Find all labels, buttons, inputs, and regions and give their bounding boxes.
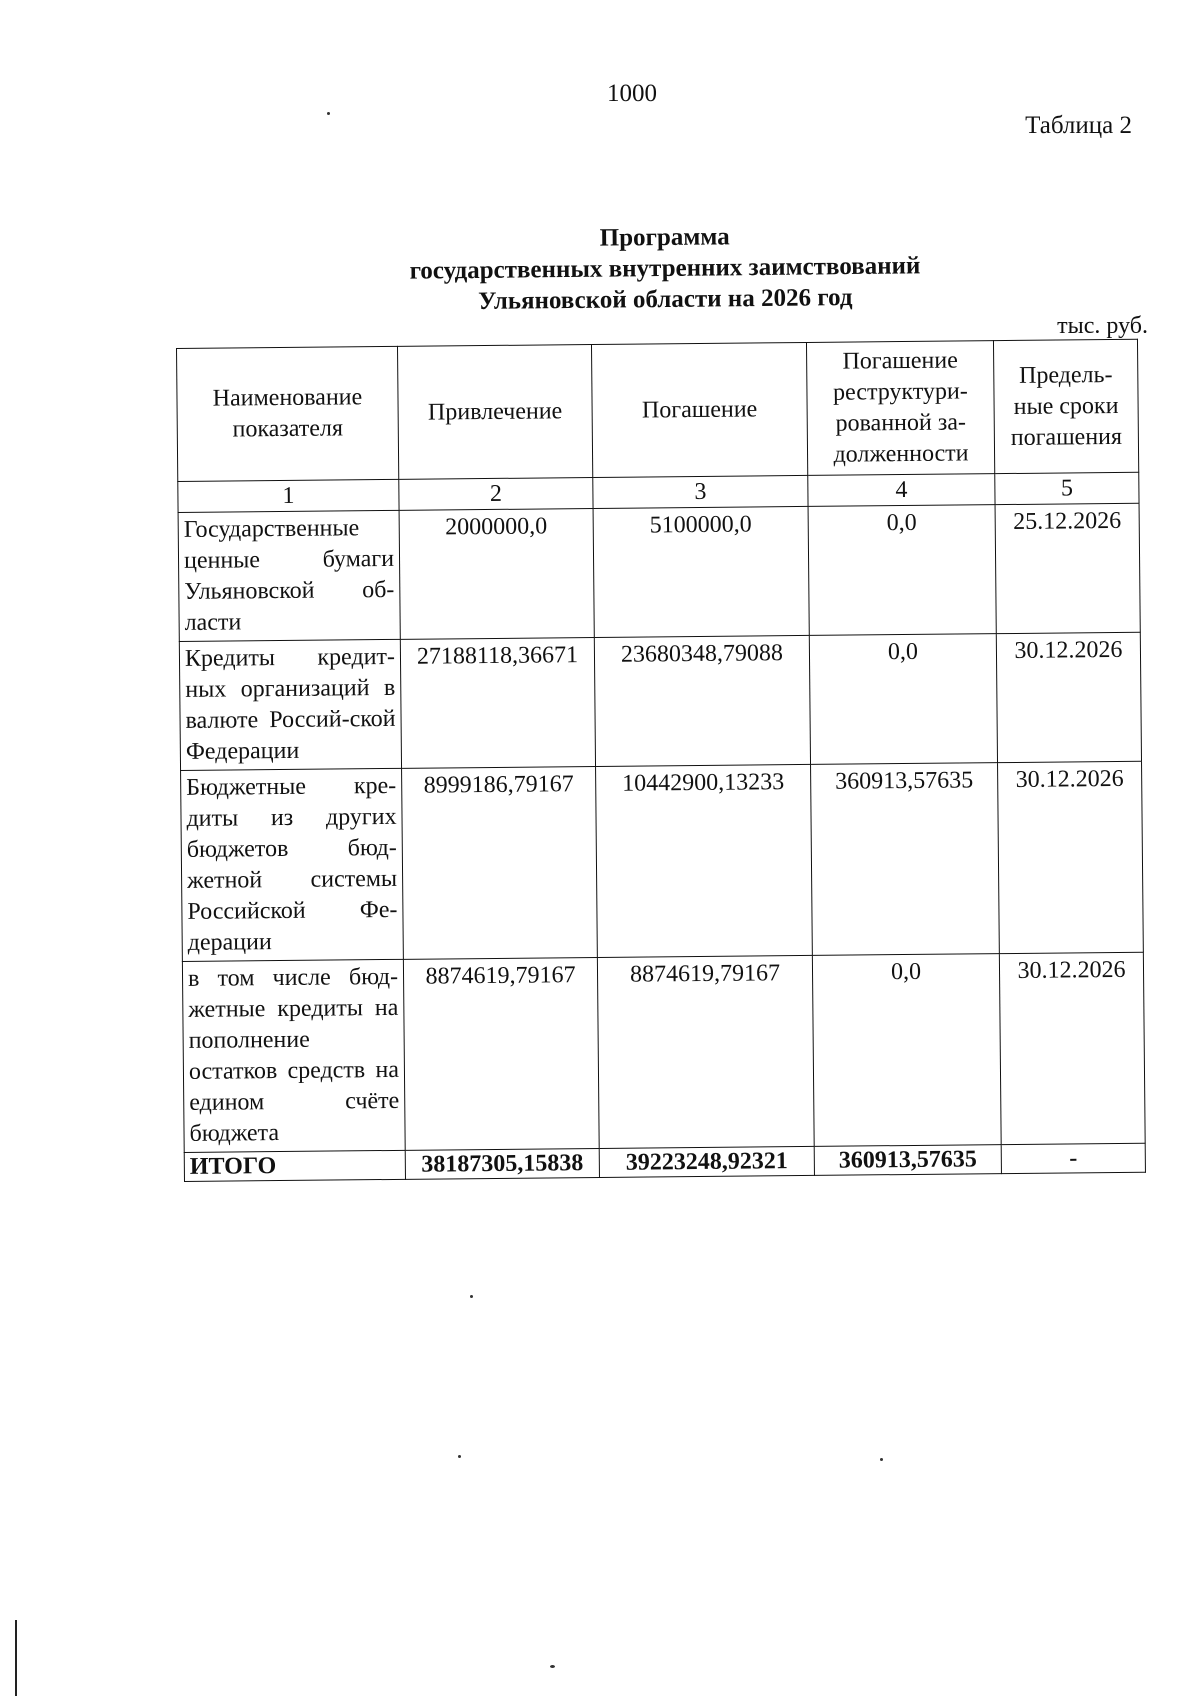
row-repayment: 8874619,79167	[597, 955, 814, 1148]
header-repayment: Погашение	[591, 342, 807, 477]
row-deadline: 30.12.2026	[996, 632, 1141, 762]
header-restructured-repayment: Погашение реструктури-рованной за-долженности	[806, 341, 994, 476]
row-attraction: 2000000,0	[399, 509, 594, 640]
title-line-2: государственных внутренних заимствований	[409, 252, 921, 285]
row-repayment: 10442900,13233	[596, 764, 813, 957]
row-restructured: 0,0	[808, 505, 996, 636]
column-number: 4	[808, 474, 995, 507]
row-name: Государственные ценные бумаги Ульяновской об-ласти	[178, 510, 400, 641]
total-restructured: 360913,57635	[814, 1145, 1001, 1176]
row-name: Кредиты кредит-ных организаций в валюте Россий-ской Федерации	[179, 639, 401, 770]
row-deadline: 25.12.2026	[995, 503, 1140, 633]
borrowings-table	[176, 339, 1146, 1182]
document-title	[360, 219, 971, 318]
scan-speck	[470, 1295, 473, 1298]
row-restructured: 360913,57635	[811, 763, 1000, 956]
row-restructured: 0,0	[812, 954, 1001, 1147]
header-attraction: Привлечение	[397, 345, 592, 480]
total-deadline: -	[1001, 1143, 1145, 1173]
row-name: в том числе бюд-жетные кредиты на пополнение остатков средств на едином счёте бюджета	[182, 959, 405, 1152]
units-label: тыс. руб.	[1057, 313, 1148, 339]
scan-margin-line	[15, 1620, 17, 1696]
column-number: 1	[178, 479, 399, 512]
total-attraction: 38187305,15838	[405, 1148, 599, 1179]
row-attraction: 8874619,79167	[403, 957, 599, 1150]
table-row	[182, 952, 1145, 1152]
table-label: Таблица 2	[1025, 112, 1132, 139]
column-number: 3	[593, 475, 808, 508]
row-name: Бюджетные кре-диты из других бюджетов бюд-жетной системы Российской Фе-дерации	[181, 768, 404, 961]
row-deadline: 30.12.2026	[998, 761, 1144, 953]
header-row	[177, 339, 1139, 481]
row-attraction: 27188118,36671	[400, 637, 595, 768]
table-row	[178, 503, 1140, 641]
borrowings-table-wrapper	[176, 339, 1146, 1182]
row-attraction: 8999186,79167	[402, 766, 598, 959]
row-repayment: 23680348,79088	[594, 635, 810, 766]
title-line-1: Программа	[599, 223, 730, 252]
column-number: 2	[399, 478, 593, 511]
header-deadline: Предель-ные сроки погашения	[993, 339, 1138, 473]
total-name: ИТОГО	[184, 1150, 405, 1181]
scan-speck	[880, 1458, 883, 1461]
scan-speck	[327, 112, 330, 115]
page-number-text: 1000	[607, 80, 657, 107]
table-row	[181, 761, 1144, 961]
column-number: 5	[995, 472, 1139, 504]
table-row	[179, 632, 1141, 770]
row-repayment: 5100000,0	[593, 506, 809, 637]
total-repayment: 39223248,92321	[599, 1146, 814, 1177]
scan-speck	[550, 1665, 555, 1668]
header-indicator-name: Наименование показателя	[177, 346, 399, 481]
title-line-3: Ульяновской области на 2026 год	[478, 284, 853, 315]
row-deadline: 30.12.2026	[999, 952, 1145, 1144]
scan-speck	[458, 1455, 461, 1458]
row-restructured: 0,0	[809, 634, 997, 765]
